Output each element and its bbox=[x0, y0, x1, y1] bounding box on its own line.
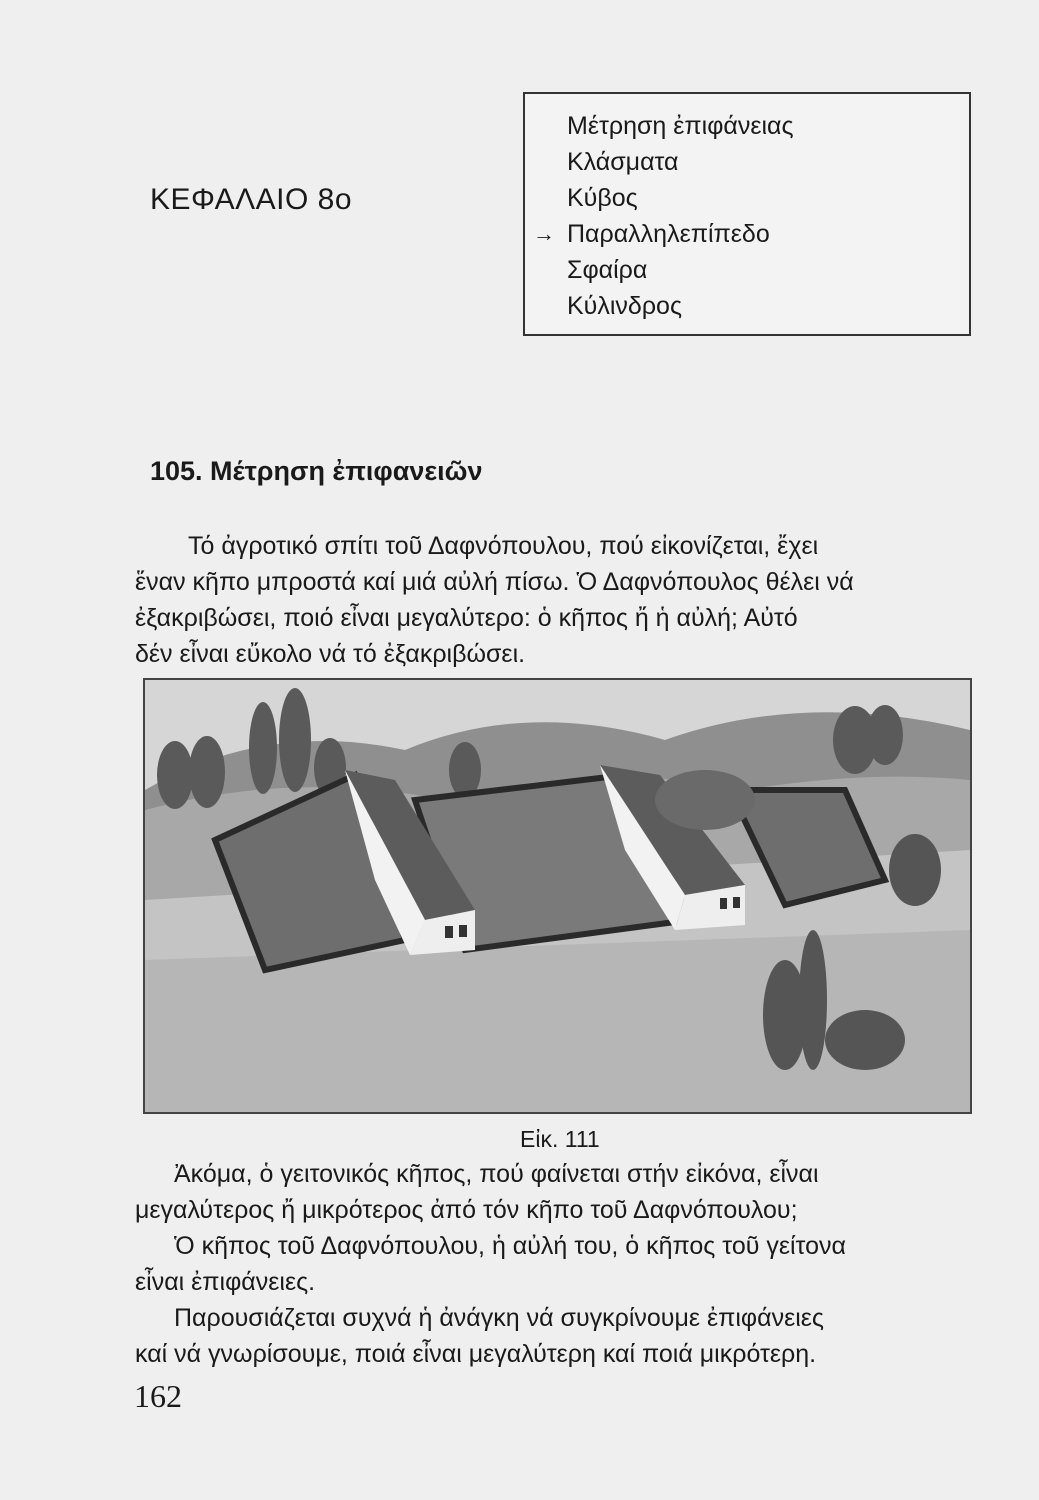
topic-item: Κύβος bbox=[567, 184, 638, 212]
topic-item: Κύλινδρος bbox=[567, 292, 682, 320]
intro-paragraph bbox=[135, 528, 978, 672]
statement-paragraph bbox=[135, 1228, 978, 1300]
farmhouse-illustration bbox=[143, 678, 972, 1114]
farmhouse-drawing bbox=[145, 680, 970, 1112]
text-line: εἶναι ἐπιφάνειες. bbox=[135, 1268, 316, 1296]
text-line: δέν εἶναι εὔκολο νά τό ἐξακριβώσει. bbox=[135, 640, 526, 668]
chapter-heading: ΚΕΦΑΛΑΙΟ 8ο bbox=[150, 183, 353, 216]
text-line: Τό ἀγροτικό σπίτι τοῦ Δαφνόπουλου, πού εἰκονίζεται, ἔχει bbox=[188, 532, 819, 560]
text-line: ἐξακριβώσει, ποιό εἶναι μεγαλύτερο: ὁ κῆπος ἤ ἡ αὐλή; Αὐτό bbox=[135, 604, 798, 632]
text-line: Ὁ κῆπος τοῦ Δαφνόπουλου, ἡ αὐλή του, ὁ κῆπος τοῦ γείτονα bbox=[174, 1232, 846, 1260]
conclusion-paragraph bbox=[135, 1300, 978, 1372]
topic-item: Κλάσματα bbox=[567, 148, 679, 176]
section-title: 105. Μέτρηση ἐπιφανειῶν bbox=[150, 456, 483, 486]
question-paragraph bbox=[135, 1156, 978, 1228]
figure-caption: Εἰκ. 111 bbox=[520, 1126, 600, 1152]
chapter-topics-box bbox=[523, 92, 971, 336]
page-number: 162 bbox=[134, 1378, 182, 1414]
text-line: Ἀκόμα, ὁ γειτονικός κῆπος, πού φαίνεται στήν εἰκόνα, εἶναι bbox=[174, 1160, 819, 1188]
topic-item: Σφαίρα bbox=[567, 256, 648, 284]
topics-list bbox=[525, 94, 969, 324]
text-line: ἕναν κῆπο μπροστά καί μιά αὐλή πίσω. Ὁ Δαφνόπουλος θέλει νά bbox=[135, 568, 854, 596]
text-line: καί νά γνωρίσουμε, ποιά εἶναι μεγαλύτερη καί ποιά μικρότερη. bbox=[135, 1340, 817, 1368]
topic-item: Μέτρηση ἐπιφάνειας bbox=[567, 112, 794, 140]
topic-item-current: → Παραλληλεπίπεδο bbox=[567, 216, 969, 252]
text-line: Παρουσιάζεται συχνά ἡ ἀνάγκη νά συγκρίνουμε ἐπιφάνειες bbox=[174, 1304, 824, 1332]
text-line: μεγαλύτερος ἤ μικρότερος ἀπό τόν κῆπο τοῦ Δαφνόπουλου; bbox=[135, 1196, 798, 1224]
